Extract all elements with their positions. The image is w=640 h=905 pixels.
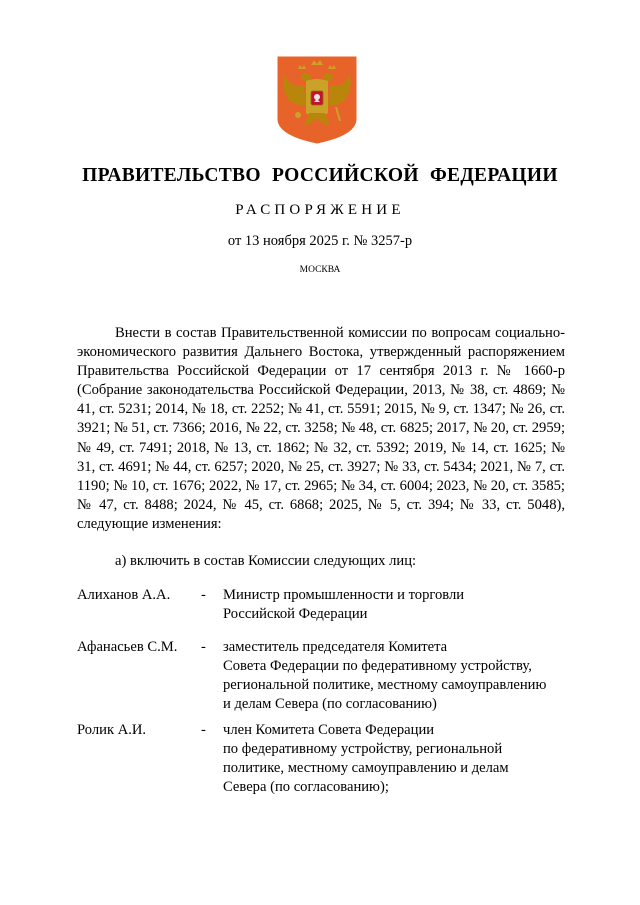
main-paragraph: Внести в состав Правительственной комиссии по вопросам социально-экономического развития Дальнего Востока, утвержденный распоряжением Правительства Российской Федерации от 17 сентября 2013 г. № 1660-р (Собрание законодательства Российской Федерации, 2013, № 38, ст. 4869; № 41, ст. 5231; 2014, № 18, ст. 2252; № 41, ст. 5591; 2015, № 9, ст. 1347; № 26, ст. 3921; № 51, ст. 7366; 2016, № 22, ст. 3258; № 48, ст. 6825; 2017, № 20, ст. 2959; № 49, ст. 7491; 2018, № 13, ст. 1862; № 32, ст. 5392; 2019, № 14, ст. 1625; № 31, ст. 4691; № 44, ст. 6257; 2020, № 25, ст. 3927; № 33, ст. 5434; 2021, № 7, ст. 1190; № 10, ст. 1676; 2022, № 17, ст. 2965; № 34, ст. 6004; 2023, № 20, ст. 3585; № 47, ст. 8488; 2024, № 45, ст. 6868; 2025, № 5, ст. 394; № 33, ст. 5048), следующие изменения: — [77, 325, 565, 532]
member-dash: - — [201, 587, 206, 603]
member-position: член Комитета Совета Федерации по федеративному устройству, региональной политике, местному самоуправлению и делам Севера (по согласованию); — [223, 722, 509, 795]
member-name: Ролик А.И. — [77, 722, 147, 738]
member-name: Афанасьев С.М. — [77, 639, 178, 655]
document-date-number: от 13 ноября 2025 г. № 3257-р — [227, 233, 413, 249]
sub-item-a: а) включить в состав Комиссии следующих лиц: — [115, 553, 417, 569]
document-city: МОСКВА — [299, 265, 341, 275]
document-type: РАСПОРЯЖЕНИЕ — [235, 202, 405, 218]
russian-coat-of-arms-icon — [276, 55, 358, 145]
member-name: Алиханов А.А. — [77, 587, 171, 603]
member-position: Министр промышленности и торговли Российской Федерации — [223, 587, 465, 622]
government-title: ПРАВИТЕЛЬСТВО РОССИЙСКОЙ ФЕДЕРАЦИИ — [82, 165, 558, 186]
member-dash: - — [201, 639, 206, 655]
member-position: заместитель председателя Комитета Совета Федерации по федеративному устройству, региональной политике, местному самоуправлению и делам Севера (по согласованию) — [223, 639, 547, 712]
member-dash: - — [201, 722, 206, 738]
